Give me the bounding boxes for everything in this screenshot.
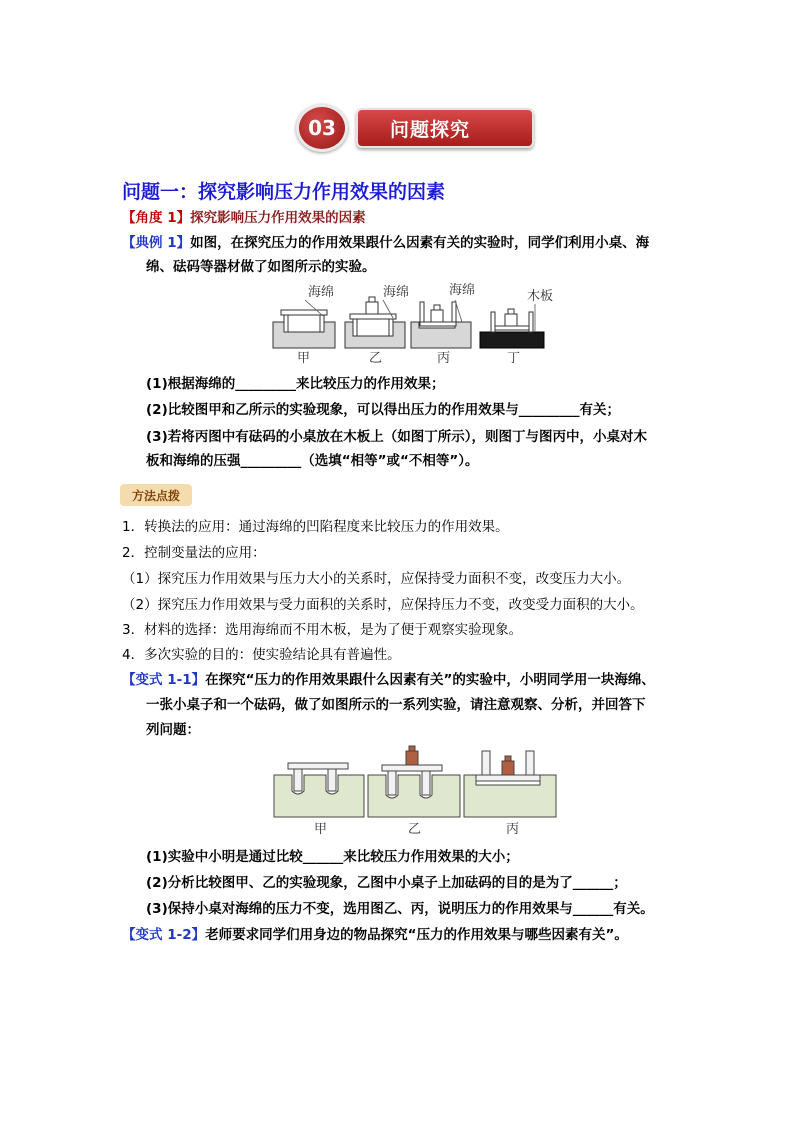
label-jia: 甲 — [297, 351, 311, 366]
method-item-1: 1．转换法的应用：通过海绵的凹陷程度来比较压力的作用效果。 — [122, 519, 509, 535]
method-item-5: 3．材料的选择：选用海绵而不用木板，是为了便于观察实验现象。 — [122, 622, 523, 638]
variant1-line-1 — [122, 671, 655, 689]
variant1-text-3: 列问题： — [146, 722, 200, 738]
figure2-jia — [274, 763, 364, 837]
variant1-question-1: (1)实验中小明是通过比较______来比较压力作用效果的大小； — [146, 849, 519, 865]
figure2-yi — [368, 746, 460, 837]
figure-bing — [411, 283, 475, 366]
example-line-1 — [122, 234, 649, 252]
label-sponge-3: 海绵 — [449, 283, 476, 298]
label-ding: 丁 — [507, 351, 521, 366]
label-yi: 乙 — [369, 351, 383, 366]
example-question-2: (2)比较图甲和乙所示的实验现象，可以得出压力的作用效果与_________有关； — [146, 402, 620, 418]
method-item-4: （2）探究压力作用效果与受力面积的关系时，应保持压力不变，改变受力面积的大小。 — [122, 597, 644, 613]
question-title: 问题一：探究影响压力作用效果的因素 — [122, 181, 446, 203]
angle-tag: 【角度 1】 — [122, 210, 191, 226]
method-item-3: （1）探究压力作用效果与压力大小的关系时，应保持受力面积不变，改变压力大小。 — [122, 571, 631, 587]
example-tag: 【典例 1】 — [122, 235, 191, 251]
section-title-banner — [356, 108, 534, 148]
angle-line — [122, 209, 366, 227]
example-text-2: 绵、砝码等器材做了如图所示的实验。 — [146, 259, 376, 275]
figure2-label-bing: 丙 — [506, 822, 520, 837]
label-bing: 丙 — [437, 351, 451, 366]
figure-yi — [345, 285, 409, 366]
figure2-label-jia: 甲 — [314, 822, 328, 837]
angle-text: 探究影响压力作用效果的因素 — [190, 210, 366, 226]
variant1-tag: 【变式 1-1】 — [122, 672, 206, 688]
section-header-badge — [286, 101, 538, 155]
section-number-badge — [296, 104, 348, 152]
variant1-question-2: (2)分析比较图甲、乙的实验现象，乙图中小桌子上加砝码的目的是为了______； — [146, 875, 627, 891]
section-banner-title: 问题探究 — [389, 118, 470, 141]
method-item-2: 2．控制变量法的应用： — [122, 545, 266, 561]
label-sponge-1: 海绵 — [308, 285, 335, 300]
variant1-text-2: 一张小桌子和一个砝码，做了如图所示的一系列实验，请注意观察、分析，并回答下 — [146, 697, 646, 713]
figure-ding — [480, 288, 553, 366]
variant2-tag: 【变式 1-2】 — [122, 927, 206, 943]
figure2-bing — [464, 751, 556, 837]
experiment-figure-2 — [270, 745, 560, 840]
example-question-1: (1)根据海绵的_________来比较压力的作用效果； — [146, 376, 445, 392]
figure2-label-yi: 乙 — [408, 822, 422, 837]
variant1-text-1: 在探究“压力的作用效果跟什么因素有关”的实验中，小明同学用一块海绵、 — [205, 672, 655, 688]
variant2-text: 老师要求同学们用身边的物品探究“压力的作用效果与哪些因素有关”。 — [205, 927, 628, 943]
example-question-3a: (3)若将丙图中有砝码的小桌放在木板上（如图丁所示），则图丁与图丙中，小桌对木 — [146, 429, 647, 445]
variant1-question-3: (3)保持小桌对海绵的压力不变，选用图乙、丙，说明压力的作用效果与______有关。 — [146, 901, 654, 917]
method-tag — [120, 484, 192, 506]
label-sponge-2: 海绵 — [383, 285, 410, 300]
figure-jia — [273, 285, 335, 366]
experiment-figure-1 — [265, 280, 555, 370]
label-board: 木板 — [527, 289, 554, 304]
method-item-6: 4．多次实验的目的：使实验结论具有普遍性。 — [122, 647, 401, 663]
section-number: 03 — [308, 116, 336, 140]
variant2-line — [122, 926, 628, 944]
method-tag-label: 方法点拨 — [131, 488, 180, 503]
example-text-1: 如图，在探究压力的作用效果跟什么因素有关的实验时，同学们利用小桌、海 — [190, 235, 650, 251]
example-question-3b: 板和海绵的压强_________（选填“相等”或“不相等”）。 — [146, 453, 479, 469]
